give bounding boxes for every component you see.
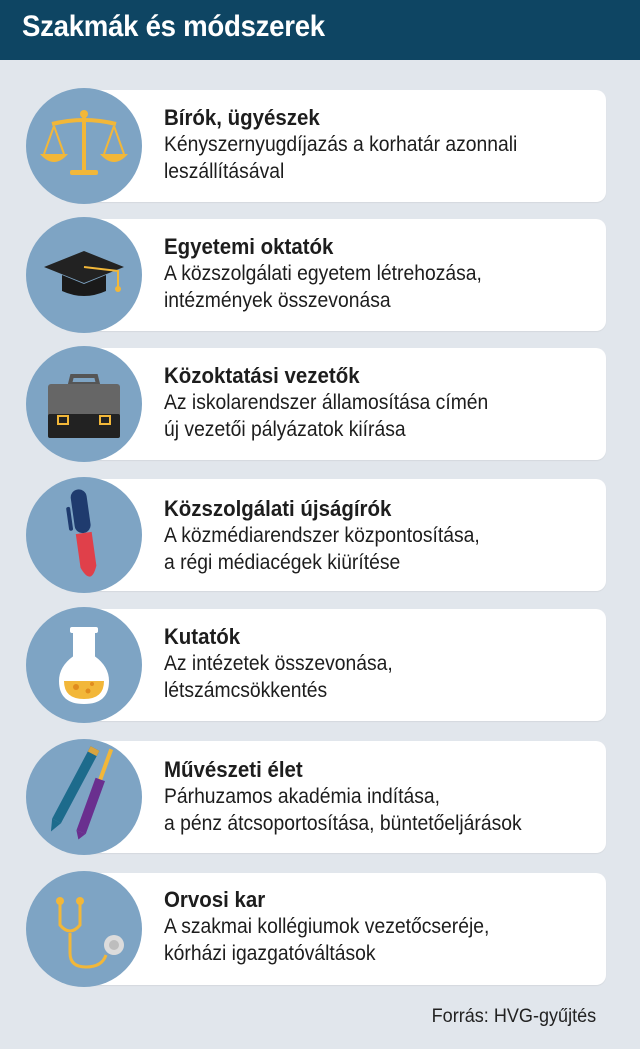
item-title: Művészeti élet xyxy=(164,757,303,782)
item-desc-line2: létszámcsökkentés xyxy=(164,679,328,702)
list-item xyxy=(164,756,604,837)
list-item xyxy=(164,233,604,314)
item-desc-line1: A szakmai kollégiumok vezetőcseréje, xyxy=(164,915,490,938)
stethoscope-icon xyxy=(26,871,142,987)
item-desc-line1: Az iskolarendszer államosítása címén xyxy=(164,391,489,414)
item-title: Orvosi kar xyxy=(164,887,266,912)
flask-icon xyxy=(26,607,142,723)
item-desc-line1: A közszolgálati egyetem létrehozása, xyxy=(164,262,482,285)
list-item xyxy=(164,362,604,443)
item-desc-line1: A közmédiarendszer központosítása, xyxy=(164,524,480,547)
item-title: Közszolgálati újságírók xyxy=(164,496,392,521)
item-title: Egyetemi oktatók xyxy=(164,234,334,259)
item-title: Kutatók xyxy=(164,624,241,649)
item-desc-line2: intézmények összevonása xyxy=(164,289,391,312)
pen-icon xyxy=(26,477,142,593)
item-desc-line2: a pénz átcsoportosítása, büntetőeljárások xyxy=(164,812,522,835)
item-title: Közoktatási vezetők xyxy=(164,363,360,388)
item-desc-line2: kórházi igazgatóváltások xyxy=(164,942,376,965)
page-title: Szakmák és módszerek xyxy=(22,10,325,43)
item-title: Bírók, ügyészek xyxy=(164,105,320,130)
list-item xyxy=(164,623,604,704)
item-desc-line1: Az intézetek összevonása, xyxy=(164,652,393,675)
item-desc-line1: Kényszernyugdíjazás a korhatár azonnali xyxy=(164,133,518,156)
list-item xyxy=(164,886,604,967)
source-credit: Forrás: HVG-gyűjtés xyxy=(431,1006,596,1027)
list-item xyxy=(164,104,604,185)
header-bar xyxy=(0,0,640,60)
brushes-icon xyxy=(26,739,142,855)
item-desc-line2: új vezetői pályázatok kiírása xyxy=(164,418,406,441)
list-item xyxy=(164,495,604,576)
scales-icon xyxy=(26,88,142,204)
graduation-cap-icon xyxy=(26,217,142,333)
item-desc-line1: Párhuzamos akadémia indítása, xyxy=(164,785,440,808)
briefcase-icon xyxy=(26,346,142,462)
item-desc-line2: leszállításával xyxy=(164,160,285,183)
item-desc-line2: a régi médiacégek kiürítése xyxy=(164,551,401,574)
